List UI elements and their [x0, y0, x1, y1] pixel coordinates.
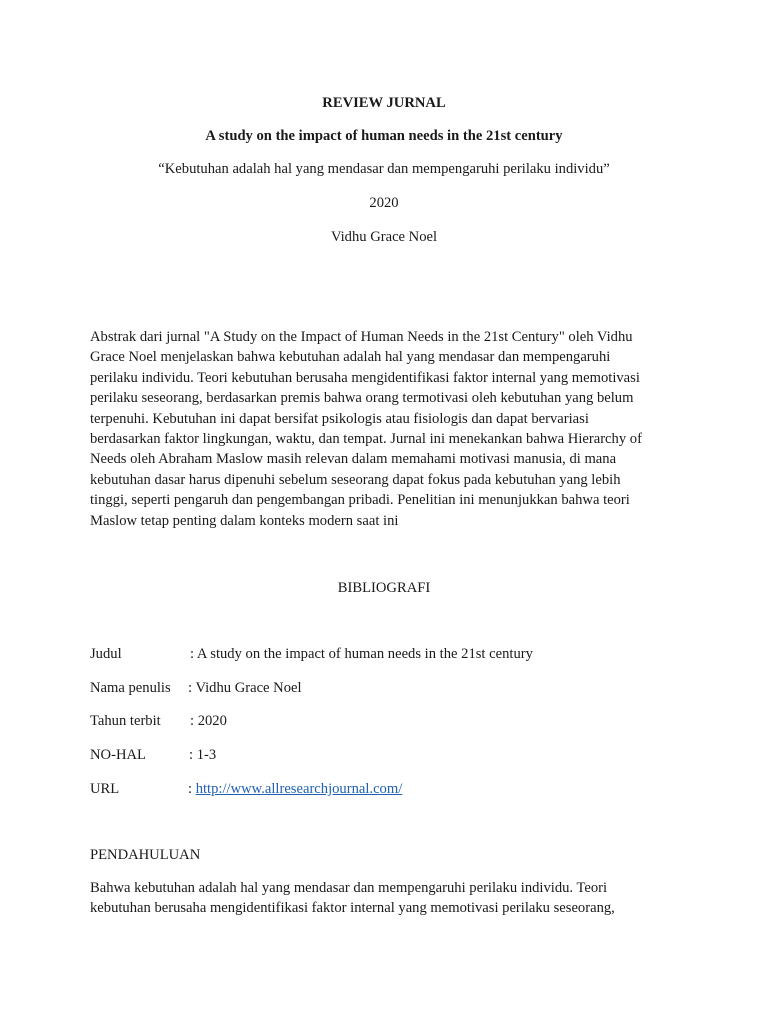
abstract-line: perilaku seseorang, berdasarkan premis bahwa orang termotivasi oleh kebutuhan yang belum: [90, 390, 634, 407]
bib-value: : A study on the impact of human needs in the 21st century: [190, 646, 533, 662]
abstract-line: Grace Noel menjelaskan bahwa kebutuhan adalah hal yang mendasar dan mempengaruhi: [90, 349, 611, 366]
bib-label: Nama penulis: [90, 680, 171, 696]
abstract-line: kebutuhan dasar harus dipenuhi sebelum seseorang dapat fokus pada kebutuhan yang lebih: [90, 471, 621, 488]
doc-type-heading: REVIEW JURNAL: [322, 95, 446, 111]
bib-value: : Vidhu Grace Noel: [188, 680, 302, 696]
bib-label: Tahun terbit: [90, 713, 161, 729]
introduction-heading: PENDAHULUAN: [90, 847, 201, 863]
bib-value: [188, 780, 402, 798]
abstract-line: Abstrak dari jurnal "A Study on the Impact of Human Needs in the 21st Century" oleh Vidhu: [90, 329, 633, 345]
abstract-paragraph: [90, 327, 690, 531]
journal-year: 2020: [369, 195, 399, 211]
abstract-line: perilaku individu. Teori kebutuhan berusaha mengidentifikasi faktor internal yang memotivasi: [90, 369, 640, 386]
journal-quote: “Kebutuhan adalah hal yang mendasar dan mempengaruhi perilaku individu”: [158, 161, 610, 177]
bib-label: NO-HAL: [90, 747, 146, 763]
introduction-line: Bahwa kebutuhan adalah hal yang mendasar dan mempengaruhi perilaku individu. Teori: [90, 880, 608, 896]
abstract-line: Needs oleh Abraham Maslow masih relevan dalam memahami motivasi manusia, di mana: [90, 451, 617, 468]
bib-label: Judul: [90, 646, 122, 662]
bib-value: : 2020: [190, 713, 227, 729]
bib-value: : 1-3: [189, 747, 217, 763]
abstract-line: berdasarkan faktor lingkungan, waktu, dan tempat. Jurnal ini menekankan bahwa Hierarchy of: [90, 431, 642, 448]
journal-title: A study on the impact of human needs in the 21st century: [205, 128, 563, 144]
abstract-line: Maslow tetap penting dalam konteks modern saat ini: [90, 512, 399, 529]
introduction-line: kebutuhan berusaha mengidentifikasi faktor internal yang memotivasi perilaku seseorang,: [90, 900, 615, 917]
bib-label: URL: [90, 781, 120, 797]
bib-url-separator: :: [188, 781, 196, 797]
abstract-line: tinggi, seperti pengaruh dan pengembangan pribadi. Penelitian ini menunjukkan bahwa teori: [90, 492, 630, 509]
bibliography-heading: BIBLIOGRAFI: [337, 580, 431, 596]
journal-url-link[interactable]: http://www.allresearchjournal.com/: [195, 781, 403, 797]
introduction-paragraph: [90, 878, 690, 919]
journal-author: Vidhu Grace Noel: [330, 229, 438, 245]
abstract-line: terpenuhi. Kebutuhan ini dapat bersifat psikologis atau fisiologis dan dapat bervariasi: [90, 410, 589, 427]
